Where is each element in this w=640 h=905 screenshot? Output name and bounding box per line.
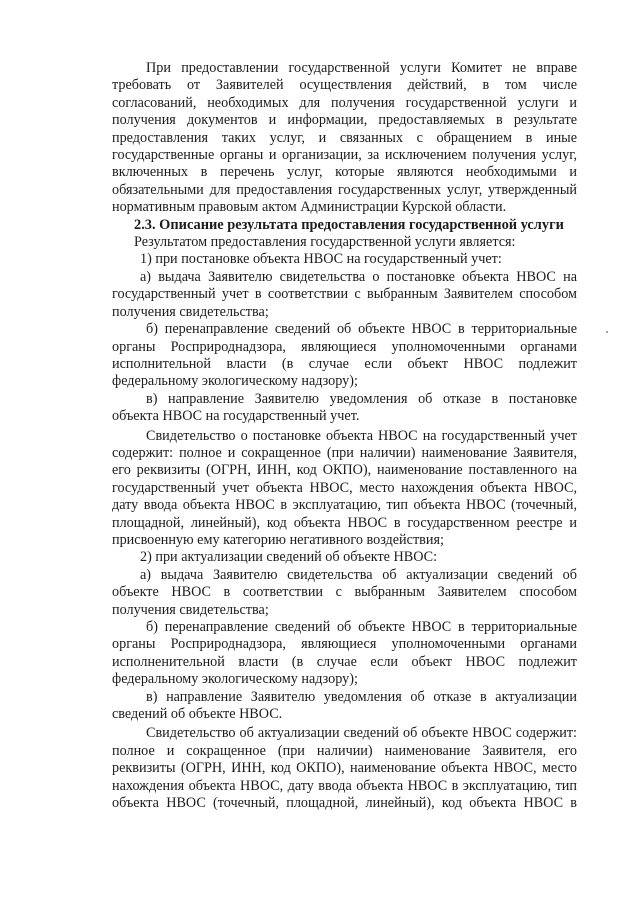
item2-b: б) перенаправление сведений об объекте НВОС в территориальные органы Росприроднадзора, являющиеся уполномоченными органами исполненительной власти (в случае если объект НВОС подлежит федеральному экологическому надзору); bbox=[112, 619, 577, 688]
section-heading: 2.3. Описание результата предоставления государственной услуги bbox=[134, 216, 564, 233]
certificate1-paragraph: Свидетельство о постановке объекта НВОС на государственный учет содержит: полное и сокращенное (при наличии) наименование Заявителя, его реквизиты (ОГРН, ИНН, код ОКПО), наименование поставленного на государственный учет объекта НВОС, место нахождения объекта НВОС, дату ввода объекта НВОС в эксплуатацию, тип объекта НВОС (точечный, площадной, линейный), код объекта НВОС в государственном реестре и присвоенную ему категорию негативного воздействия; bbox=[112, 427, 577, 548]
certificate2-paragraph: Свидетельство об актуализации сведений об объекте НВОС содержит: полное и сокращенное (при наличии) наименование Заявителя, его реквизиты (ОГРН, ИНН, код ОКПО), наименование объекта НВОС, место нахождения объекта НВОС, дату ввода объекта НВОС в эксплуатацию, тип объекта НВОС (точечный, площадной, линейный), код объекта НВОС в bbox=[112, 725, 577, 812]
document-body bbox=[112, 60, 577, 812]
item2-c: в) направление Заявителю уведомления об отказе в актуализации сведений об объекте НВОС. bbox=[112, 688, 577, 723]
item2-a: а) выдача Заявителю свидетельства об актуализации сведений об объекте НВОС в соответствии с выбранным Заявителем способом получения свидетельства; bbox=[112, 566, 577, 618]
scan-speck bbox=[606, 331, 608, 333]
item1-title: 1) при постановке объекта НВОС на государственный учет: bbox=[140, 251, 502, 268]
item1-c: в) направление Заявителю уведомления об отказе в постановке объекта НВОС на государственный учет. bbox=[112, 390, 577, 425]
result-intro: Результатом предоставления государственной услуги является: bbox=[134, 234, 516, 251]
intro-paragraph: При предоставлении государственной услуги Комитет не вправе требовать от Заявителей осуществления действий, в том числе согласований, необходимых для получения государственной услуги и получения документов и информации, предоставляемых в результате предоставления таких услуг, и связанных с обращением в иные государственные органы и организации, за исключением получения услуг, включенных в перечень услуг, которые являются необходимыми и обязательными для предоставления государственных услуг, утвержденный нормативным правовым актом Администрации Курской области. bbox=[112, 60, 577, 216]
item1-a: а) выдача Заявителю свидетельства о постановке объекта НВОС на государственный учет в соответствии с выбранным Заявителем способом получения свидетельства; bbox=[112, 268, 577, 320]
item1-b: б) перенаправление сведений об объекте НВОС в территориальные органы Росприроднадзора, являющиеся уполномоченными органами исполнительной власти (в случае если объект НВОС подлежит федеральному экологическому надзору); bbox=[112, 321, 577, 390]
item2-title: 2) при актуализации сведений об объекте НВОС: bbox=[140, 549, 438, 566]
